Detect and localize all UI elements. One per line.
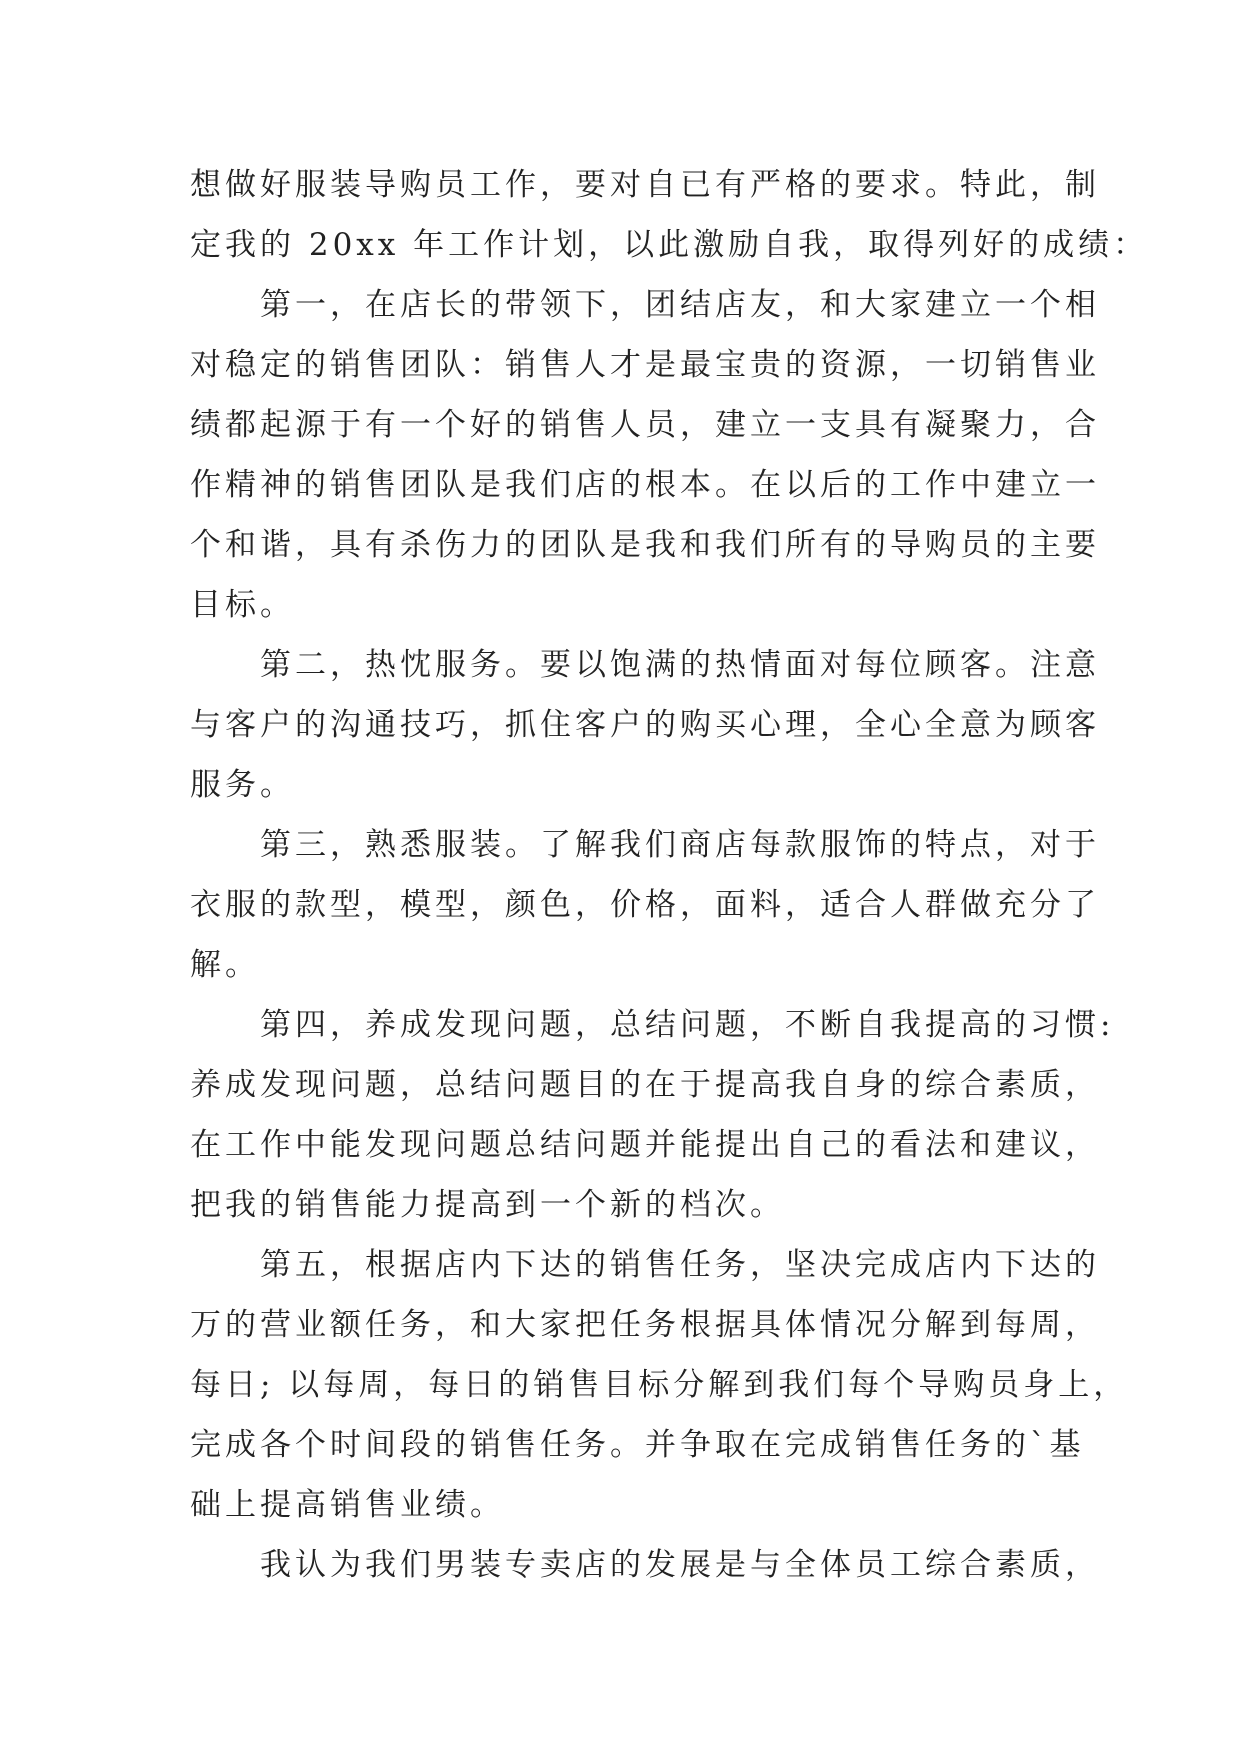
text-line: 目标。 xyxy=(190,587,295,623)
paragraph-fifth xyxy=(190,1235,1129,1535)
text-line: 想做好服装导购员工作，要对自已有严格的要求。特此，制 xyxy=(190,167,1100,203)
text-line: 第三，熟悉服装。了解我们商店每款服饰的特点，对于 xyxy=(260,827,1100,863)
text-line: 第一，在店长的带领下，团结店友，和大家建立一个相 xyxy=(260,287,1100,323)
text-line: 对稳定的销售团队：销售人才是最宝贵的资源，一切销售业 xyxy=(190,347,1100,383)
document-body xyxy=(190,155,1149,1595)
text-line: 衣服的款型，模型，颜色，价格，面料，适合人群做充分了 xyxy=(190,887,1100,923)
text-line: 把我的销售能力提高到一个新的档次。 xyxy=(190,1187,785,1223)
paragraph-first xyxy=(190,275,1100,635)
text-line: 第四，养成发现问题，总结问题，不断自我提高的习惯: xyxy=(260,1007,1115,1043)
text-line: 绩都起源于有一个好的销售人员，建立一支具有凝聚力，合 xyxy=(190,407,1100,443)
paragraph-third xyxy=(190,815,1100,995)
text-line: 完成各个时间段的销售任务。并争取在完成销售任务的`基 xyxy=(190,1427,1085,1463)
text-line: 第五，根据店内下达的销售任务，坚决完成店内下达的 xyxy=(260,1247,1100,1283)
paragraph-second xyxy=(190,635,1100,815)
text-line: 服务。 xyxy=(190,767,295,803)
text-line: 定我的 20xx 年工作计划，以此激励自我，取得列好的成绩： xyxy=(190,227,1149,263)
text-line: 万的营业额任务，和大家把任务根据具体情况分解到每周， xyxy=(190,1307,1100,1343)
text-line: 础上提高销售业绩。 xyxy=(190,1487,505,1523)
paragraph-intro xyxy=(190,155,1149,275)
text-line: 与客户的沟通技巧，抓住客户的购买心理，全心全意为顾客 xyxy=(190,707,1100,743)
text-line: 我认为我们男装专卖店的发展是与全体员工综合素质， xyxy=(260,1547,1100,1583)
paragraph-closing xyxy=(190,1535,1100,1595)
paragraph-fourth xyxy=(190,995,1115,1235)
text-line: 作精神的销售团队是我们店的根本。在以后的工作中建立一 xyxy=(190,467,1100,503)
text-line: 解。 xyxy=(190,947,260,983)
text-line: 养成发现问题，总结问题目的在于提高我自身的综合素质， xyxy=(190,1067,1100,1103)
text-line: 个和谐，具有杀伤力的团队是我和我们所有的导购员的主要 xyxy=(190,527,1100,563)
text-line: 每日; 以每周，每日的销售目标分解到我们每个导购员身上， xyxy=(190,1367,1129,1403)
text-line: 在工作中能发现问题总结问题并能提出自己的看法和建议， xyxy=(190,1127,1100,1163)
text-line: 第二，热忱服务。要以饱满的热情面对每位顾客。注意 xyxy=(260,647,1100,683)
